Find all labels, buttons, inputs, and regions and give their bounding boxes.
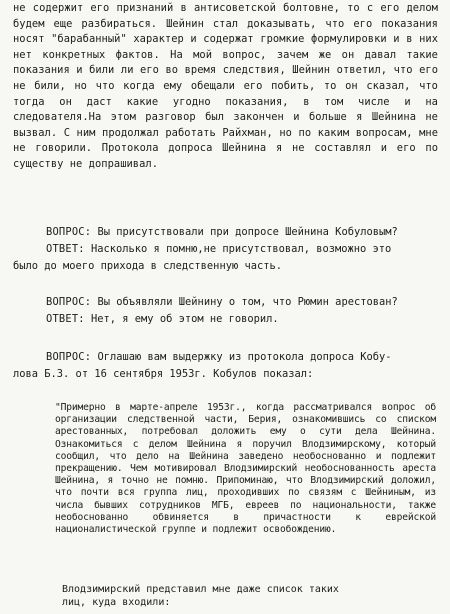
question-line-1	[13, 224, 438, 241]
answer-text: Насколько я помню,не присутствовал, возможно это	[91, 243, 392, 255]
qa-block-2	[0, 294, 450, 328]
question-line-2	[13, 294, 438, 311]
excerpt-intro-text: Оглашаю вам выдержку из протокола допроса Кобу-	[97, 351, 392, 363]
quoted-testimony: "Примерно в марте-апреле 1953г., когда рассматривался вопрос об организации следственной части, Берия, ознакомившись со списком арестованных, потребовал доложить ему о сути дела Шейнина. Ознакомиться с делом Шейнина я поручил Влодзимирскому, который сообщил, что дело на Шейнина заведено необоснованно и подлежит прекращению. Чем мотивировал Влодзимирский необоснованность ареста Шейнина, я точно не помню. Припоминаю, что Влодзимирский доложил, что почти вся группа лиц, проходивших по связям с Шейниным, из числа бывших сотрудников МГБ, евреев по национальности, также необоснованно обвиняется в причастности к еврейской националистической группе и подлежит освобождению.	[55, 402, 436, 536]
question-text: Вы присутствовали при допросе Шейнина Кобуловым?	[97, 226, 398, 238]
answer-line-1a	[13, 241, 438, 258]
ending-line-2: лиц, куда входили:	[62, 597, 171, 608]
answer-line-1b: было до моего прихода в следственную часть.	[13, 260, 282, 272]
answer-line-2a	[13, 311, 438, 328]
excerpt-intro	[0, 349, 450, 383]
excerpt-line-2: лова Б.З. от 16 сентября 1953г. Кобулов показал:	[13, 368, 314, 380]
answer-label: ОТВЕТ:	[46, 313, 85, 325]
ending-lines	[62, 583, 436, 609]
question-label: ВОПРОС:	[46, 226, 92, 238]
intro-paragraph: не содержит его признаний в антисоветской болтовне, то с его делом будем еще разбираться. Шейнин стал доказывать, что его показания носят "барабанный" характер и содержат громкие формулировки и в них нет конкретных фактов. На мой вопрос, зачем же он давал такие показания и били ли его во время следствия, Шейнин ответил, что его не били, но что когда ему обещали его побить, то он сказал, что тогда он даст какие угодно показания, в том числе и на следователя.На этом разговор был закончен и больше я Шейнина не вызвал. С ним продолжал работать Райхман, но по каким вопросам, мне не говорили. Протокола допроса Шейнина я не составлял и его по существу не допрашивал.	[13, 2, 438, 170]
qa-block-1	[0, 224, 450, 275]
excerpt-line-1	[13, 349, 438, 366]
question-text: Вы объявляли Шейнину о том, что Рюмин арестован?	[97, 296, 398, 308]
answer-label: ОТВЕТ:	[46, 243, 85, 255]
answer-text: Нет, я ему об этом не говорил.	[91, 313, 279, 325]
question-label: ВОПРОС:	[46, 351, 92, 363]
question-label: ВОПРОС:	[46, 296, 92, 308]
ending-line-1: Влодзимирский представил мне даже список таких	[62, 584, 339, 595]
